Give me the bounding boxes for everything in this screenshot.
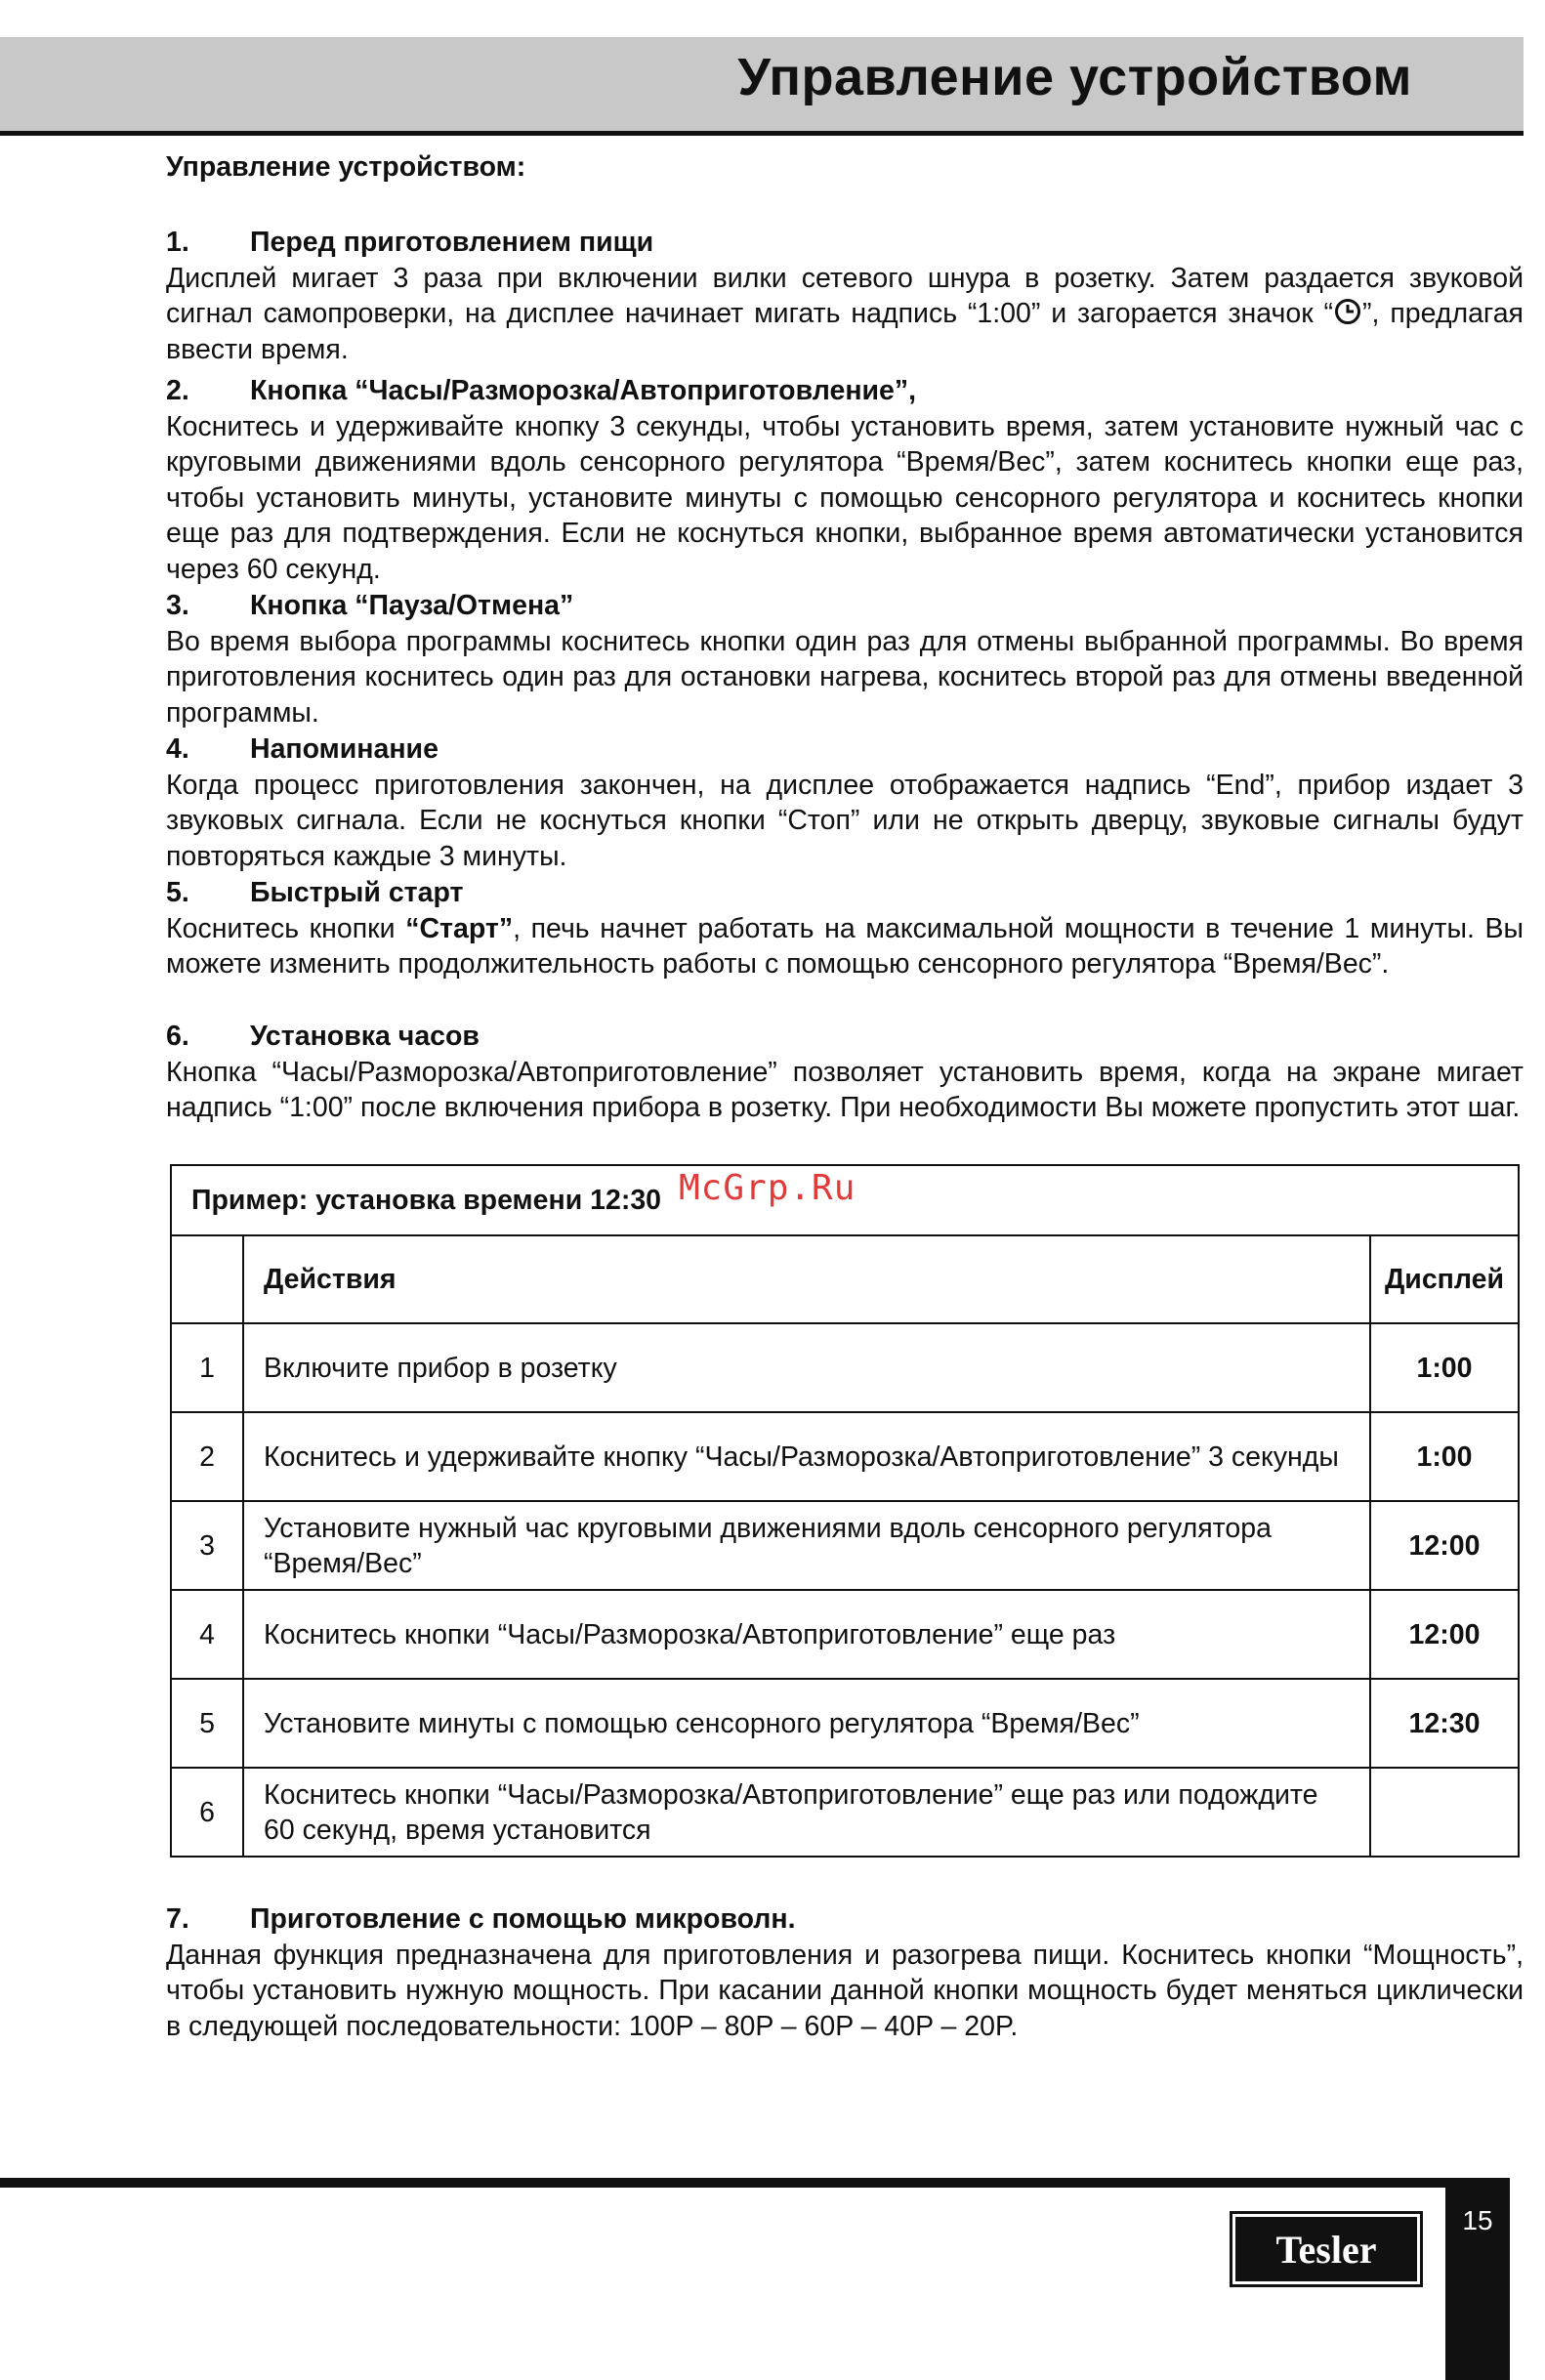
section-heading: 3. Кнопка “Пауза/Отмена” bbox=[166, 590, 574, 621]
section-body: Коснитесь кнопки “Старт”, печь начнет работать на максимальной мощности в течение 1 минуты. Вы можете изменить продолжительность работы с помощью сенсорного регулятора “Время/Вес”. bbox=[166, 912, 1524, 980]
section-6 bbox=[166, 1019, 1524, 1126]
row-number: 3 bbox=[171, 1501, 243, 1590]
section-body: Кнопка “Часы/Разморозка/Автоприготовление” позволяет установить время, когда на экране мигает надпись “1:00” после включения прибора в розетку. При необходимости Вы можете пропустить этот шаг. bbox=[166, 1056, 1524, 1123]
row-display: 1:00 bbox=[1370, 1323, 1519, 1412]
section-body: Когда процесс приготовления закончен, на дисплее отображается надпись “End”, прибор издает 3 звуковых сигнала. Если не коснуться кнопки “Стоп” или не открыть дверцу, звуковые сигналы будут повторяться каждые 3 минуты. bbox=[166, 769, 1524, 872]
row-action: Установите минуты с помощью сенсорного регулятора “Время/Вес” bbox=[243, 1679, 1370, 1768]
footer-divider bbox=[0, 2178, 1475, 2188]
table-header-actions: Действия bbox=[243, 1235, 1370, 1323]
row-number: 4 bbox=[171, 1590, 243, 1679]
section-heading: 1. Перед приготовлением пищи bbox=[166, 227, 654, 258]
row-action: Коснитесь кнопки “Часы/Разморозка/Автоприготовление” еще раз bbox=[243, 1590, 1370, 1679]
section-body: Во время выбора программы коснитесь кнопки один раз для отмены выбранной программы. Во время приготовления коснитесь один раз для остановки нагрева, коснитесь второй раз для отмены введенной программы. bbox=[166, 625, 1524, 729]
section-heading: 7. Приготовление с помощью микроволн. bbox=[166, 1903, 796, 1935]
intro-heading: Управление устройством: bbox=[166, 151, 526, 183]
row-display: 12:00 bbox=[1370, 1590, 1519, 1679]
section-7 bbox=[166, 1901, 1524, 2044]
row-action: Включите прибор в розетку bbox=[243, 1323, 1370, 1412]
row-action: Коснитесь кнопки “Часы/Разморозка/Автоприготовление” еще раз или подождите 60 секунд, время установится bbox=[243, 1768, 1370, 1857]
header-divider bbox=[0, 131, 1524, 136]
section-body: Данная функция предназначена для приготовления и разогрева пищи. Коснитесь кнопки “Мощность”, чтобы установить нужную мощность. При касании данной кнопки мощность будет меняться циклически в следующей последовательности: 100P – 80P – 60P – 40P – 20P. bbox=[166, 1939, 1524, 2042]
section-1 bbox=[166, 225, 1524, 367]
section-body: Дисплей мигает 3 раза при включении вилки сетевого шнура в розетку. Затем раздается звуковой сигнал самопроверки, на дисплее начинает мигать надпись “1:00” и загорается значок “ ”, предлагая ввести время. bbox=[166, 262, 1524, 365]
table-row bbox=[171, 1679, 1519, 1768]
table-row bbox=[171, 1323, 1519, 1412]
row-action: Установите нужный час круговыми движениями вдоль сенсорного регулятора “Время/Вес” bbox=[243, 1501, 1370, 1590]
page-title: Управление устройством bbox=[737, 48, 1412, 106]
row-number: 5 bbox=[171, 1679, 243, 1768]
row-display: 12:00 bbox=[1370, 1501, 1519, 1590]
row-display: 1:00 bbox=[1370, 1412, 1519, 1501]
section-body: Коснитесь и удерживайте кнопку 3 секунды, чтобы установить время, затем установите нужный час с круговыми движениями вдоль сенсорного регулятора “Время/Вес”, затем коснитесь кнопки еще раз, чтобы установить минуты, установите минуты с помощью сенсорного регулятора и коснитесь кнопки еще раз для подтверждения. Если не коснуться кнопки, выбранное время автоматически установится через 60 секунд. bbox=[166, 410, 1524, 585]
section-5 bbox=[166, 875, 1524, 982]
row-action: Коснитесь и удерживайте кнопку “Часы/Разморозка/Автоприготовление” 3 секунды bbox=[243, 1412, 1370, 1501]
table-row bbox=[171, 1412, 1519, 1501]
table-header-number bbox=[171, 1235, 243, 1323]
section-3 bbox=[166, 588, 1524, 731]
table-row bbox=[171, 1501, 1519, 1590]
table-header-display: Дисплей bbox=[1370, 1235, 1519, 1323]
watermark: McGrp.Ru bbox=[679, 1168, 856, 1208]
section-heading: 2. Кнопка “Часы/Разморозка/Автоприготовление”, bbox=[166, 375, 917, 406]
table-header-row bbox=[171, 1235, 1519, 1323]
section-2 bbox=[166, 373, 1524, 587]
example-table bbox=[170, 1164, 1520, 1858]
row-number: 6 bbox=[171, 1768, 243, 1857]
clock-icon bbox=[1333, 297, 1362, 326]
section-4 bbox=[166, 731, 1524, 874]
table-caption: Пример: установка времени 12:30 bbox=[171, 1165, 1519, 1235]
table-row bbox=[171, 1590, 1519, 1679]
table-row bbox=[171, 1768, 1519, 1857]
page-number: 15 bbox=[1462, 2205, 1493, 2235]
brand-logo: Tesler bbox=[1235, 2217, 1417, 2281]
section-heading: 6. Установка часов bbox=[166, 1021, 480, 1052]
section-heading: 4. Напоминание bbox=[166, 733, 438, 765]
row-number: 1 bbox=[171, 1323, 243, 1412]
row-display bbox=[1370, 1768, 1519, 1857]
row-number: 2 bbox=[171, 1412, 243, 1501]
section-heading: 5. Быстрый старт bbox=[166, 877, 464, 908]
row-display: 12:30 bbox=[1370, 1679, 1519, 1768]
